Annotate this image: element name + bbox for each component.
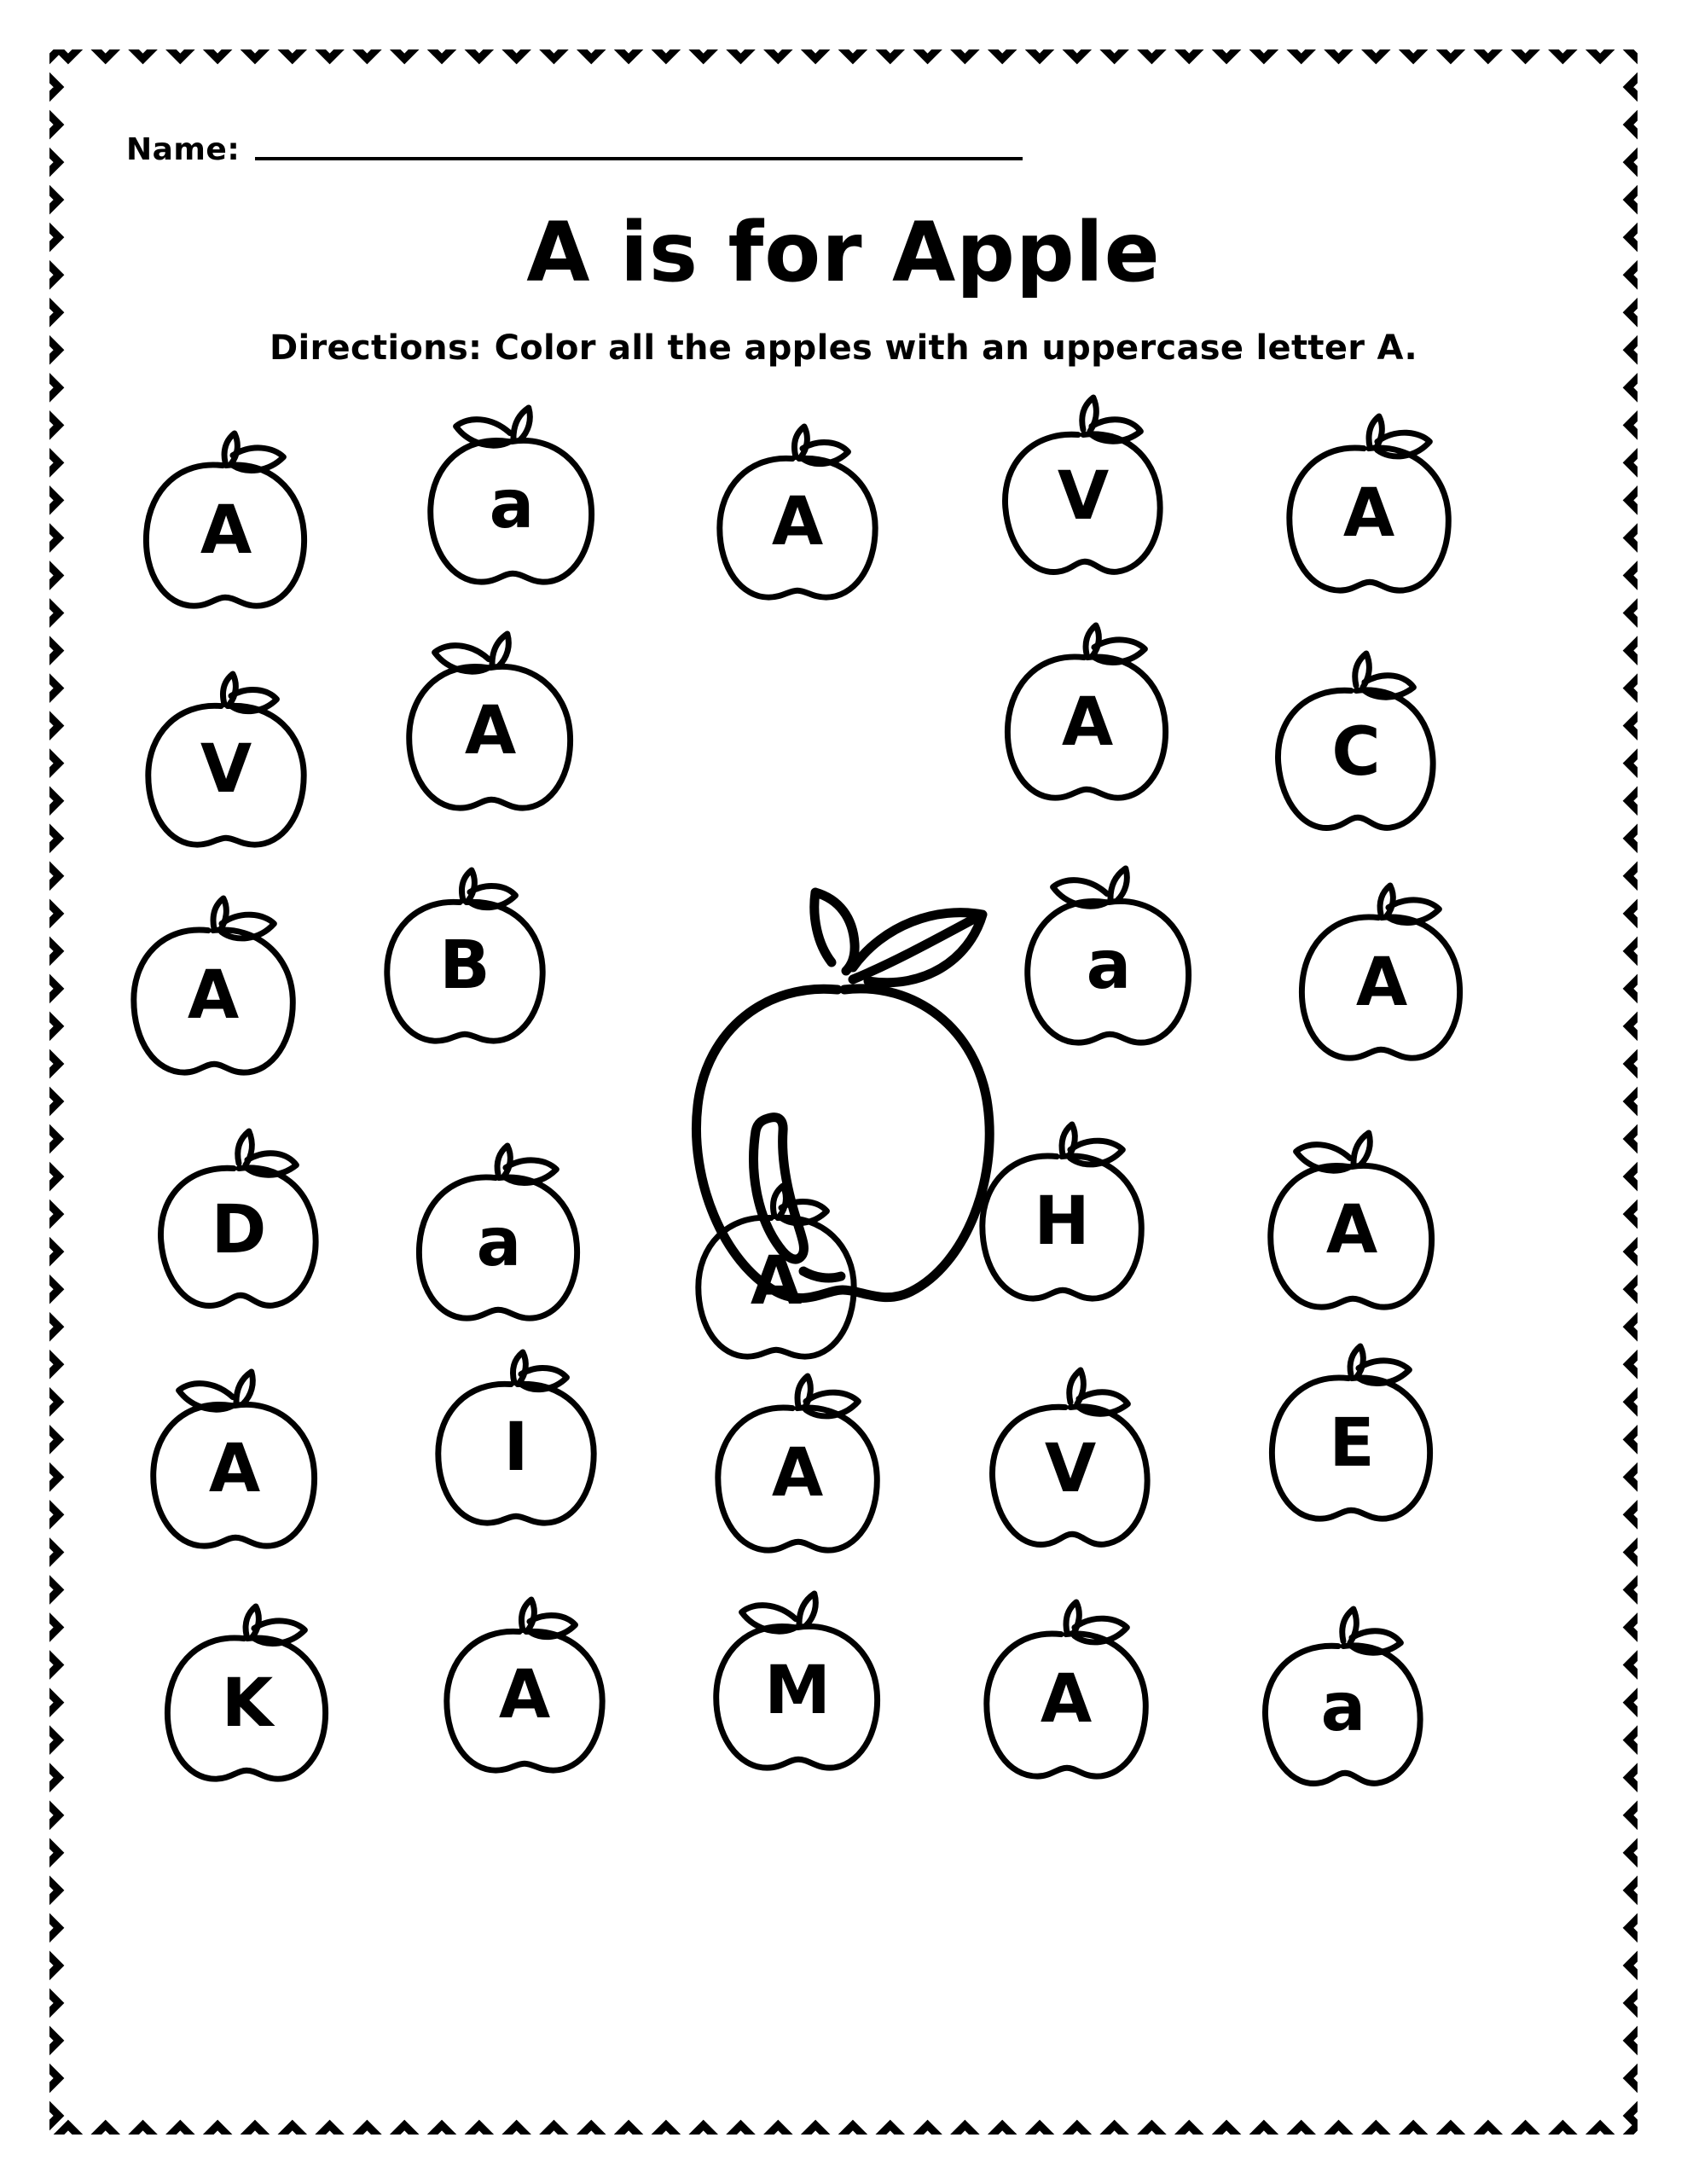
apple-letter: A [498, 1657, 551, 1734]
apple-outline-icon[interactable] [1271, 410, 1467, 606]
apple-outline-icon[interactable] [418, 1344, 614, 1540]
apple-letter: a [476, 1205, 522, 1281]
apple-outline-icon[interactable] [968, 1595, 1164, 1792]
apple-outline-icon[interactable] [972, 1365, 1168, 1561]
apple-letter: H [1034, 1183, 1090, 1260]
apple-letter: A [771, 1435, 824, 1512]
apple-letter: V [200, 731, 252, 808]
apple-letter: a [1320, 1670, 1366, 1746]
directions-text: Directions: Color all the apples with an uppercase letter A. [269, 328, 1417, 368]
apple-letter: A [771, 484, 824, 561]
apple-letter: A [1342, 475, 1395, 552]
apple-outline-icon[interactable] [1284, 879, 1480, 1075]
apple-letter: A [1040, 1661, 1093, 1738]
apple-outline-icon[interactable] [367, 862, 563, 1058]
apple-letter: E [1329, 1405, 1375, 1482]
apple-outline-icon[interactable] [989, 619, 1186, 815]
apple-letter: K [221, 1665, 274, 1742]
apple-outline-icon[interactable] [1254, 1339, 1450, 1536]
apple-letter: a [489, 467, 535, 543]
page-title: A is for Apple [526, 205, 1161, 300]
apple-outline-icon[interactable] [1245, 1604, 1441, 1800]
apple-letter: A [200, 492, 252, 569]
apple-outline-icon[interactable] [115, 892, 311, 1088]
name-write-line[interactable] [255, 157, 1023, 160]
apple-letter: C [1331, 714, 1381, 791]
apple-letter: A [208, 1431, 261, 1507]
apple-letter: A [1355, 944, 1408, 1021]
apple-letter: I [503, 1409, 529, 1486]
apple-outline-icon[interactable] [426, 1591, 623, 1787]
apple-letter: A [1325, 1192, 1378, 1269]
apple-outline-icon[interactable] [141, 1126, 337, 1322]
apple-outline-icon[interactable] [128, 427, 324, 623]
apple-letter: A [187, 957, 240, 1034]
name-label: Name: [126, 132, 241, 167]
apple-letter: V [1057, 458, 1110, 535]
apple-outline-icon[interactable] [136, 1365, 333, 1561]
apple-letter: A [1061, 684, 1114, 761]
apple-icon [597, 862, 1075, 1339]
apple-outline-icon[interactable] [1258, 648, 1454, 845]
apple-letter: A [464, 693, 517, 770]
apple-outline-icon[interactable] [699, 1587, 896, 1783]
apple-outline-icon[interactable] [414, 401, 610, 597]
name-row [126, 132, 1023, 167]
apple-outline-icon[interactable] [128, 665, 324, 862]
apple-letter: a [1086, 927, 1132, 1004]
apple-outline-icon[interactable] [149, 1600, 345, 1796]
apple-outline-icon[interactable] [699, 418, 896, 614]
apple-letter: A [750, 1243, 803, 1320]
apple-outline-icon[interactable] [401, 1139, 597, 1335]
apple-letter: D [211, 1192, 267, 1269]
apple-outline-icon[interactable] [1254, 1126, 1450, 1322]
apple-outline-icon[interactable] [985, 392, 1181, 589]
apple-letter: B [439, 927, 490, 1004]
apple-letter: V [1044, 1431, 1097, 1507]
apple-outline-icon[interactable] [392, 627, 588, 823]
apple-letter: M [764, 1653, 831, 1729]
apple-outline-icon[interactable] [699, 1369, 896, 1565]
